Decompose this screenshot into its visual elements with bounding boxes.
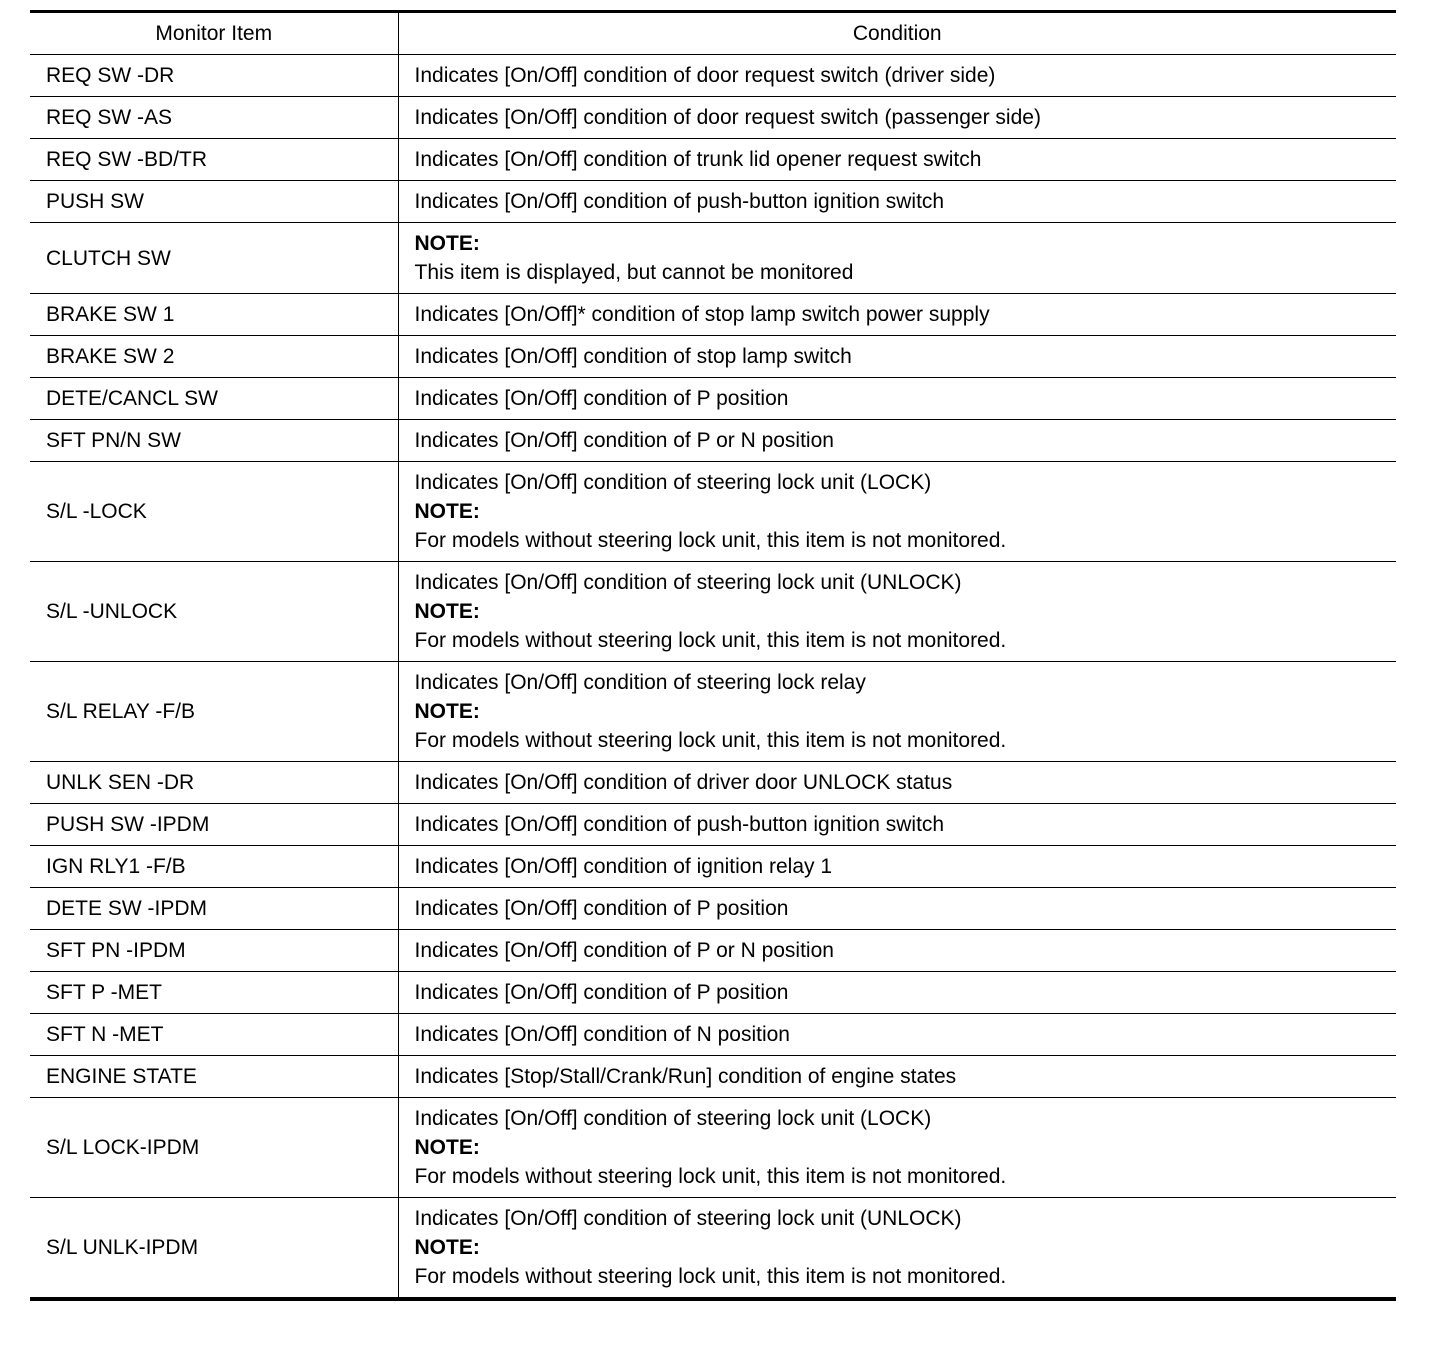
monitor-item-cell: S/L UNLK-IPDM (30, 1198, 398, 1300)
condition-cell (398, 846, 1396, 888)
condition-cell (398, 562, 1396, 662)
condition-text: Indicates [On/Off] condition of steering lock unit (LOCK) (414, 1107, 932, 1130)
condition-text: Indicates [On/Off] condition of push-button ignition switch (414, 813, 945, 836)
condition-text: Indicates [On/Off] condition of P or N position (414, 429, 834, 452)
condition-cell (398, 181, 1396, 223)
condition-text: Indicates [On/Off] condition of ignition relay 1 (414, 855, 833, 878)
monitor-item-table-container (30, 10, 1396, 1301)
condition-text: Indicates [On/Off] condition of trunk lid opener request switch (414, 148, 982, 171)
condition-cell (398, 223, 1396, 294)
table-row (30, 1098, 1396, 1198)
condition-cell (398, 139, 1396, 181)
monitor-item-cell: BRAKE SW 2 (30, 336, 398, 378)
table-row (30, 223, 1396, 294)
condition-text: Indicates [On/Off] condition of push-button ignition switch (414, 190, 945, 213)
note-label: NOTE: (414, 1136, 480, 1159)
table-row (30, 294, 1396, 336)
monitor-item-cell: REQ SW -DR (30, 55, 398, 97)
note-label: NOTE: (414, 232, 480, 255)
condition-text: Indicates [On/Off]* condition of stop lamp switch power supply (414, 303, 990, 326)
header-row (30, 12, 1396, 55)
table-row (30, 139, 1396, 181)
note-label: NOTE: (414, 600, 480, 623)
table-row (30, 972, 1396, 1014)
monitor-item-table (30, 10, 1396, 1301)
monitor-item-cell: BRAKE SW 1 (30, 294, 398, 336)
monitor-item-cell: SFT PN -IPDM (30, 930, 398, 972)
table-row (30, 888, 1396, 930)
condition-cell (398, 97, 1396, 139)
condition-text: Indicates [On/Off] condition of P or N position (414, 939, 834, 962)
table-row (30, 378, 1396, 420)
condition-cell (398, 336, 1396, 378)
note-label: NOTE: (414, 1236, 480, 1259)
condition-text: Indicates [On/Off] condition of door request switch (passenger side) (414, 106, 1041, 129)
condition-cell (398, 930, 1396, 972)
condition-cell (398, 294, 1396, 336)
monitor-item-cell: SFT PN/N SW (30, 420, 398, 462)
header-monitor-item: Monitor Item (30, 12, 398, 55)
monitor-item-cell: S/L LOCK-IPDM (30, 1098, 398, 1198)
condition-cell (398, 662, 1396, 762)
table-row (30, 762, 1396, 804)
note-text: For models without steering lock unit, this item is not monitored. (414, 529, 1007, 552)
condition-cell (398, 1098, 1396, 1198)
condition-cell (398, 762, 1396, 804)
table-row (30, 930, 1396, 972)
condition-cell (398, 462, 1396, 562)
table-body (30, 55, 1396, 1300)
table-row (30, 1056, 1396, 1098)
table-row (30, 181, 1396, 223)
condition-text: Indicates [On/Off] condition of steering lock unit (UNLOCK) (414, 571, 962, 594)
condition-cell (398, 1198, 1396, 1300)
monitor-item-cell: REQ SW -BD/TR (30, 139, 398, 181)
condition-cell (398, 378, 1396, 420)
monitor-item-cell: S/L RELAY -F/B (30, 662, 398, 762)
monitor-item-cell: SFT P -MET (30, 972, 398, 1014)
monitor-item-cell: S/L -LOCK (30, 462, 398, 562)
table-header (30, 12, 1396, 55)
table-row (30, 55, 1396, 97)
table-row (30, 1198, 1396, 1300)
condition-cell (398, 1056, 1396, 1098)
note-text: For models without steering lock unit, this item is not monitored. (414, 729, 1007, 752)
note-text: For models without steering lock unit, this item is not monitored. (414, 1165, 1007, 1188)
table-row (30, 562, 1396, 662)
condition-text: Indicates [On/Off] condition of stop lamp switch (414, 345, 852, 368)
condition-cell (398, 1014, 1396, 1056)
condition-text: Indicates [On/Off] condition of steering lock relay (414, 671, 866, 694)
condition-text: Indicates [On/Off] condition of steering lock unit (LOCK) (414, 471, 932, 494)
condition-cell (398, 55, 1396, 97)
table-row (30, 97, 1396, 139)
monitor-item-cell: IGN RLY1 -F/B (30, 846, 398, 888)
note-label: NOTE: (414, 700, 480, 723)
monitor-item-cell: PUSH SW -IPDM (30, 804, 398, 846)
header-condition: Condition (398, 12, 1396, 55)
table-row (30, 336, 1396, 378)
condition-cell (398, 972, 1396, 1014)
condition-text: Indicates [On/Off] condition of steering lock unit (UNLOCK) (414, 1207, 962, 1230)
table-row (30, 662, 1396, 762)
monitor-item-cell: DETE/CANCL SW (30, 378, 398, 420)
table-row (30, 420, 1396, 462)
monitor-item-cell: REQ SW -AS (30, 97, 398, 139)
table-row (30, 846, 1396, 888)
monitor-item-cell: PUSH SW (30, 181, 398, 223)
condition-cell (398, 888, 1396, 930)
monitor-item-cell: S/L -UNLOCK (30, 562, 398, 662)
condition-text: Indicates [On/Off] condition of P position (414, 981, 789, 1004)
table-row (30, 1014, 1396, 1056)
monitor-item-cell: ENGINE STATE (30, 1056, 398, 1098)
condition-cell (398, 804, 1396, 846)
condition-cell (398, 420, 1396, 462)
condition-text: Indicates [Stop/Stall/Crank/Run] condition of engine states (414, 1065, 957, 1088)
condition-text: Indicates [On/Off] condition of N position (414, 1023, 790, 1046)
note-text: For models without steering lock unit, this item is not monitored. (414, 629, 1007, 652)
monitor-item-cell: UNLK SEN -DR (30, 762, 398, 804)
monitor-item-cell: SFT N -MET (30, 1014, 398, 1056)
condition-text: Indicates [On/Off] condition of driver door UNLOCK status (414, 771, 953, 794)
monitor-item-cell: CLUTCH SW (30, 223, 398, 294)
condition-text: This item is displayed, but cannot be monitored (414, 261, 854, 284)
table-row (30, 804, 1396, 846)
condition-text: Indicates [On/Off] condition of P position (414, 387, 789, 410)
condition-text: Indicates [On/Off] condition of door request switch (driver side) (414, 64, 996, 87)
note-text: For models without steering lock unit, this item is not monitored. (414, 1265, 1007, 1288)
monitor-item-cell: DETE SW -IPDM (30, 888, 398, 930)
condition-text: Indicates [On/Off] condition of P position (414, 897, 789, 920)
note-label: NOTE: (414, 500, 480, 523)
table-row (30, 462, 1396, 562)
